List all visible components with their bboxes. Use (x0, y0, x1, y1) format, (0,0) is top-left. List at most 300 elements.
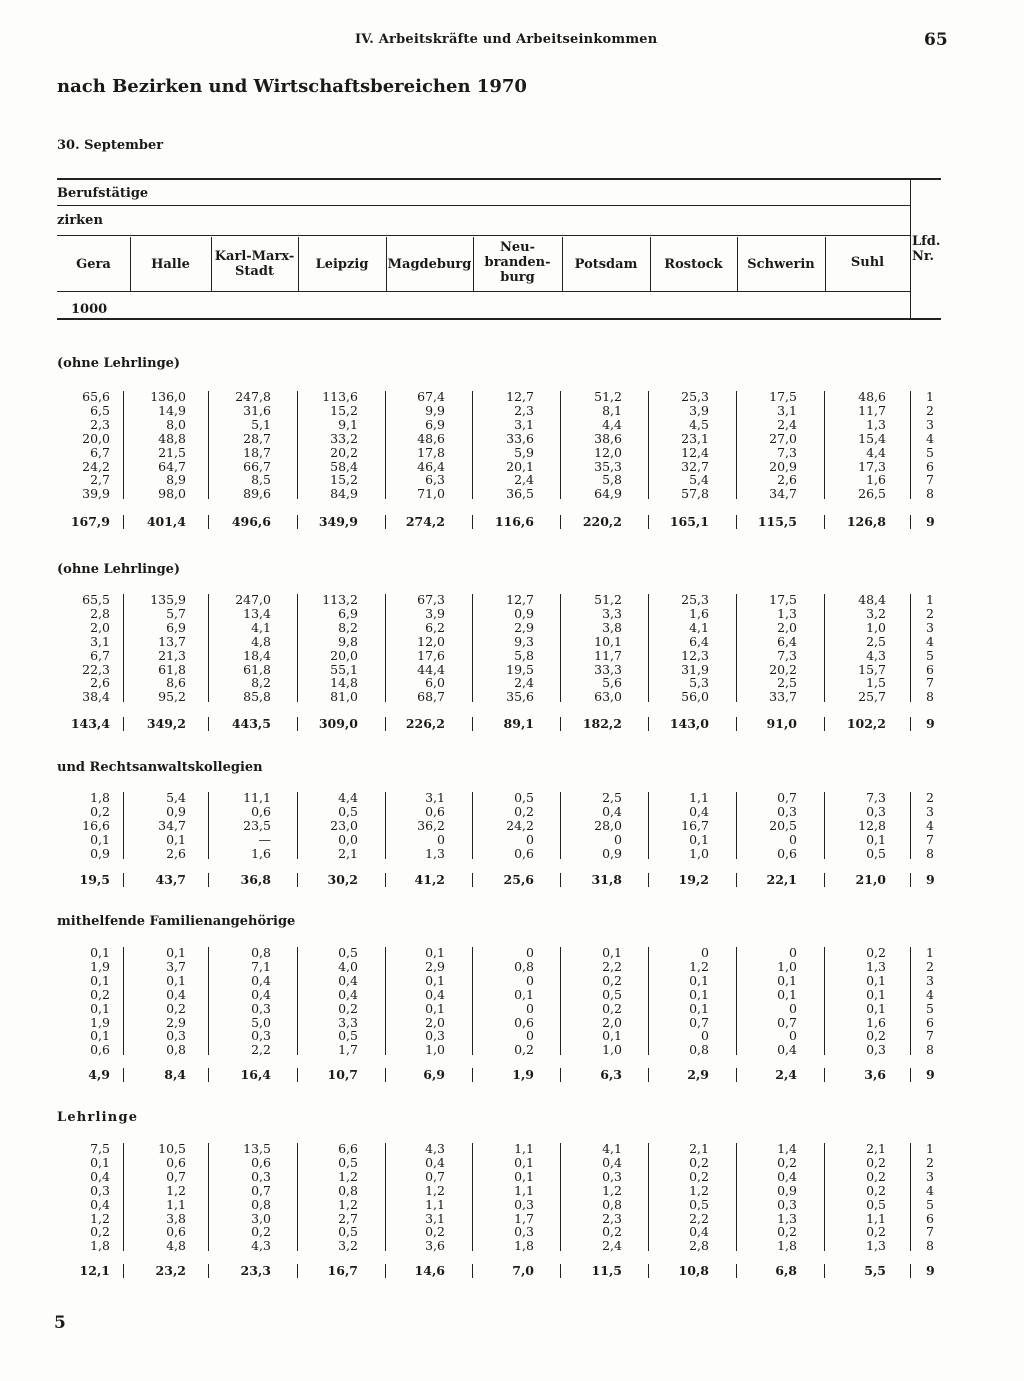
table-cell: 0,9 (514, 605, 534, 621)
table-cell: 1,1 (166, 1196, 186, 1212)
table-cell: 8,0 (166, 416, 186, 432)
table-cell: 6,7 (90, 647, 110, 663)
table-cell: 51,2 (594, 592, 622, 607)
table-cell: 15,2 (330, 472, 358, 488)
total-cell: 30,2 (327, 872, 358, 887)
total-cell: 126,8 (846, 514, 886, 529)
column-separator (560, 947, 561, 1055)
total-cell: 23,3 (240, 1263, 271, 1278)
table-cell: 1,8 (90, 790, 110, 805)
column-separator (560, 792, 561, 859)
table-cell: 247,0 (235, 592, 271, 607)
row-number: 4 (926, 1182, 934, 1198)
table-cell: 0,6 (166, 1154, 186, 1170)
column-separator (910, 792, 911, 859)
column-separator (208, 1264, 209, 1278)
row-number: 5 (926, 1000, 934, 1016)
table-cell: 1,0 (689, 845, 709, 861)
table-cell: 7,1 (251, 958, 271, 974)
table-cell: 13,5 (243, 1141, 271, 1156)
table-cell: 2,6 (166, 845, 186, 861)
table-cell: 34,7 (769, 486, 797, 502)
table-cell: 3,8 (602, 619, 622, 635)
row-number: 2 (926, 1154, 934, 1170)
table-cell: 6,4 (689, 633, 709, 649)
row-number: 8 (926, 486, 934, 502)
table-cell: 4,4 (338, 790, 358, 805)
table-cell: 10,1 (594, 633, 622, 649)
row-number: 2 (926, 402, 934, 418)
total-cell: 10,7 (327, 1067, 358, 1082)
table-cell: 0,3 (866, 1042, 886, 1058)
column-separator (123, 391, 124, 499)
column-separator (910, 1068, 911, 1082)
column-separator (910, 594, 911, 702)
table-cell: 0,5 (602, 986, 622, 1002)
table-cell: 1,2 (338, 1196, 358, 1212)
table-cell: 0 (789, 945, 797, 960)
table-cell: 0,5 (338, 945, 358, 960)
table-cell: 0,5 (866, 1196, 886, 1212)
table-cell: 84,9 (330, 486, 358, 502)
table-cell: 95,2 (158, 689, 186, 705)
table-cell: 0,4 (425, 986, 445, 1002)
table-cell: 2,1 (338, 845, 358, 861)
table-cell: 0,2 (90, 1224, 110, 1240)
table-cell: 46,4 (417, 458, 445, 474)
row-number: 8 (926, 845, 934, 861)
table-cell: 1,2 (689, 1182, 709, 1198)
section-title: mithelfende Familienangehörige (57, 914, 296, 929)
column-separator (910, 391, 911, 499)
table-cell: 0,1 (90, 1154, 110, 1170)
header-group-rule (57, 205, 910, 206)
column-separator (385, 947, 386, 1055)
table-cell: 20,1 (506, 458, 534, 474)
table-cell: 4,5 (689, 416, 709, 432)
column-separator (123, 594, 124, 702)
column-separator (385, 391, 386, 499)
row-number: 2 (926, 605, 934, 621)
column-separator (736, 515, 737, 529)
table-cell: 38,4 (82, 689, 110, 705)
table-cell: 0,3 (866, 803, 886, 819)
table-cell: 15,2 (330, 402, 358, 418)
column-separator (560, 1264, 561, 1278)
table-cell: 4,4 (602, 416, 622, 432)
column-header-divider (650, 237, 651, 292)
table-cell: 20,2 (769, 661, 797, 677)
table-cell: 0,1 (866, 986, 886, 1002)
table-cell: 0,4 (689, 803, 709, 819)
column-separator (736, 717, 737, 731)
table-cell: 1,9 (90, 958, 110, 974)
table-cell: 1,2 (602, 1182, 622, 1198)
table-cell: 20,0 (82, 430, 110, 446)
table-cell: 5,9 (514, 444, 534, 460)
table-cell: 3,2 (866, 605, 886, 621)
table-cell: 0,1 (514, 1168, 534, 1184)
table-cell: 6,2 (425, 619, 445, 635)
column-separator (824, 1068, 825, 1082)
column-separator (824, 717, 825, 731)
table-cell: 8,5 (251, 472, 271, 488)
table-cell: 0,2 (425, 1224, 445, 1240)
table-cell: 2,3 (90, 416, 110, 432)
table-cell: 1,3 (425, 845, 445, 861)
table-cell: 3,0 (251, 1210, 271, 1226)
table-cell: 0,2 (602, 1000, 622, 1016)
column-separator (472, 594, 473, 702)
column-separator (824, 515, 825, 529)
table-cell: 8,2 (338, 619, 358, 635)
table-cell: 4,3 (425, 1141, 445, 1156)
table-cell: 0,5 (689, 1196, 709, 1212)
column-separator (385, 594, 386, 702)
total-cell: 12,1 (79, 1263, 110, 1278)
table-cell: 5,3 (689, 675, 709, 691)
table-cell: 44,4 (417, 661, 445, 677)
table-cell: 0,1 (90, 972, 110, 988)
table-cell: 2,4 (514, 472, 534, 488)
table-cell: 81,0 (330, 689, 358, 705)
table-cell: 3,1 (90, 633, 110, 649)
table-cell: 1,1 (514, 1141, 534, 1156)
column-separator (208, 515, 209, 529)
row-number: 3 (926, 416, 934, 432)
table-cell: 0,2 (689, 1168, 709, 1184)
table-cell: 1,8 (90, 1238, 110, 1254)
table-cell: 61,8 (158, 661, 186, 677)
row-number: 6 (926, 1014, 934, 1030)
table-cell: 1,9 (90, 1014, 110, 1030)
table-cell: 0,2 (602, 972, 622, 988)
table-cell: 1,6 (866, 1014, 886, 1030)
table-cell: 0,8 (251, 945, 271, 960)
column-separator (736, 792, 737, 859)
column-separator (123, 1264, 124, 1278)
table-cell: 17,8 (417, 444, 445, 460)
table-cell: 0 (701, 945, 709, 960)
table-cell: 33,3 (594, 661, 622, 677)
table-cell: 20,5 (769, 817, 797, 833)
table-cell: 0,4 (90, 1168, 110, 1184)
header-bottom-rule (57, 318, 941, 320)
table-cell: 57,8 (681, 486, 709, 502)
row-number: 2 (926, 790, 934, 805)
table-cell: 36,2 (417, 817, 445, 833)
column-separator (824, 792, 825, 859)
total-cell: 1,9 (512, 1067, 534, 1082)
table-cell: 0,1 (90, 1028, 110, 1044)
table-cell: 11,1 (243, 790, 271, 805)
column-separator (297, 792, 298, 859)
table-cell: 71,0 (417, 486, 445, 502)
row-number: 9 (926, 716, 935, 731)
table-cell: 4,1 (251, 619, 271, 635)
total-cell: 2,4 (775, 1067, 797, 1082)
table-cell: 0,1 (425, 1000, 445, 1016)
table-cell: 2,2 (602, 958, 622, 974)
table-cell: 7,3 (777, 647, 797, 663)
table-cell: 9,1 (338, 416, 358, 432)
column-header-divider (737, 237, 738, 292)
table-cell: 5,1 (251, 416, 271, 432)
table-cell: 2,9 (166, 1014, 186, 1030)
total-cell: 443,5 (231, 716, 271, 731)
table-cell: 6,9 (338, 605, 358, 621)
column-separator (123, 792, 124, 859)
table-cell: 1,7 (338, 1042, 358, 1058)
row-number: 9 (926, 1067, 935, 1082)
table-cell: 0,4 (251, 972, 271, 988)
table-cell: 2,4 (514, 675, 534, 691)
table-cell: 33,2 (330, 430, 358, 446)
total-cell: 349,2 (146, 716, 186, 731)
table-cell: 3,3 (338, 1014, 358, 1030)
table-cell: 1,3 (866, 416, 886, 432)
table-cell: 0,1 (866, 831, 886, 847)
table-cell: 0,2 (514, 1042, 534, 1058)
table-cell: 39,9 (82, 486, 110, 502)
table-cell: 0,7 (777, 790, 797, 805)
table-cell: 23,0 (330, 817, 358, 833)
total-cell: 143,4 (70, 716, 110, 731)
column-separator (560, 717, 561, 731)
column-separator (472, 515, 473, 529)
column-header-divider (473, 237, 474, 292)
table-cell: 0,5 (338, 803, 358, 819)
column-separator (560, 1143, 561, 1251)
table-cell: 0 (526, 972, 534, 988)
table-cell: 0,4 (338, 986, 358, 1002)
table-cell: 0,1 (689, 972, 709, 988)
table-cell: 48,6 (417, 430, 445, 446)
column-separator (910, 717, 911, 731)
column-header-magdeburg: Magdeburg (387, 257, 472, 272)
table-cell: 0,1 (425, 972, 445, 988)
table-cell: 11,7 (858, 402, 886, 418)
table-cell: 1,7 (514, 1210, 534, 1226)
table-cell: 2,1 (689, 1141, 709, 1156)
total-cell: 226,2 (405, 716, 445, 731)
column-separator (297, 391, 298, 499)
row-number: 4 (926, 430, 934, 446)
table-cell: 4,3 (866, 647, 886, 663)
table-cell: 14,8 (330, 675, 358, 691)
table-cell: 67,3 (417, 592, 445, 607)
table-cell: 1,2 (689, 958, 709, 974)
table-cell: 0,4 (338, 972, 358, 988)
table-cell: 0,1 (90, 945, 110, 960)
column-separator (648, 1068, 649, 1082)
row-number: 8 (926, 689, 934, 705)
table-cell: 61,8 (243, 661, 271, 677)
table-cell: 0,9 (602, 845, 622, 861)
table-cell: 0,1 (777, 972, 797, 988)
table-cell: 8,2 (251, 675, 271, 691)
column-separator (648, 1143, 649, 1251)
row-number: 3 (926, 619, 934, 635)
table-cell: 0,8 (166, 1042, 186, 1058)
column-separator (824, 1264, 825, 1278)
column-separator (910, 1143, 911, 1251)
table-cell: 0,3 (425, 1028, 445, 1044)
table-cell: 5,8 (514, 647, 534, 663)
table-cell: 136,0 (150, 389, 186, 404)
table-cell: 2,0 (425, 1014, 445, 1030)
row-number: 9 (926, 872, 935, 887)
column-separator (385, 1068, 386, 1082)
table-cell: 0,2 (866, 1154, 886, 1170)
table-cell: 0,7 (166, 1168, 186, 1184)
column-header-divider (211, 237, 212, 292)
table-cell: 0,1 (166, 945, 186, 960)
table-cell: 6,6 (338, 1141, 358, 1156)
column-separator (208, 391, 209, 499)
table-cell: 0,2 (866, 1028, 886, 1044)
table-cell: 56,0 (681, 689, 709, 705)
table-cell: 64,9 (594, 486, 622, 502)
table-cell: 0,2 (777, 1224, 797, 1240)
column-separator (123, 515, 124, 529)
table-cell: 0,1 (166, 831, 186, 847)
table-cell: 0,8 (251, 1196, 271, 1212)
table-cell: 2,9 (514, 619, 534, 635)
table-cell: 0,6 (425, 803, 445, 819)
column-separator (123, 1068, 124, 1082)
table-cell: 2,0 (602, 1014, 622, 1030)
table-cell: 10,5 (158, 1141, 186, 1156)
table-cell: 31,9 (681, 661, 709, 677)
total-cell: 21,0 (855, 872, 886, 887)
table-cell: 22,3 (82, 661, 110, 677)
column-header-rostock: Rostock (664, 257, 723, 272)
table-cell: 27,0 (769, 430, 797, 446)
column-header-divider (825, 237, 826, 292)
table-cell: 5,0 (251, 1014, 271, 1030)
table-cell: 0,4 (602, 803, 622, 819)
table-cell: 1,3 (777, 1210, 797, 1226)
column-separator (297, 515, 298, 529)
table-cell: 2,2 (689, 1210, 709, 1226)
column-separator (297, 594, 298, 702)
table-cell: 26,5 (858, 486, 886, 502)
table-cell: 2,5 (866, 633, 886, 649)
table-cell: 2,4 (777, 416, 797, 432)
table-cell: 55,1 (330, 661, 358, 677)
table-cell: 33,6 (506, 430, 534, 446)
table-cell: 1,2 (90, 1210, 110, 1226)
table-cell: 8,1 (602, 402, 622, 418)
column-header-divider (130, 237, 131, 292)
table-cell: 12,4 (681, 444, 709, 460)
table-cell: 1,1 (689, 790, 709, 805)
total-cell: 349,9 (318, 514, 358, 529)
column-header-karl-marx-stadt: Karl-Marx- Stadt (214, 249, 295, 279)
table-cell: 48,6 (858, 389, 886, 404)
table-cell: 0,6 (251, 803, 271, 819)
table-cell: 24,2 (82, 458, 110, 474)
table-cell: 1,5 (866, 675, 886, 691)
table-cell: 0,1 (866, 1000, 886, 1016)
column-separator (385, 1264, 386, 1278)
total-cell: 6,3 (600, 1067, 622, 1082)
total-cell: 22,1 (766, 872, 797, 887)
table-cell: 0,1 (602, 1028, 622, 1044)
table-cell: 8,9 (166, 472, 186, 488)
total-cell: 116,6 (494, 514, 534, 529)
column-separator (208, 947, 209, 1055)
column-separator (560, 1068, 561, 1082)
column-header-schwerin: Schwerin (747, 257, 815, 272)
column-separator (208, 717, 209, 731)
table-cell: 9,9 (425, 402, 445, 418)
section-title: (ohne Lehrlinge) (57, 356, 181, 371)
table-cell: 0,4 (90, 1196, 110, 1212)
table-cell: 1,1 (514, 1182, 534, 1198)
table-cell: 3,1 (425, 1210, 445, 1226)
total-cell: 11,5 (591, 1263, 622, 1278)
section-title: Lehrlinge (57, 1110, 139, 1125)
column-header-leipzig: Leipzig (315, 257, 369, 272)
table-cell: 0,4 (602, 1154, 622, 1170)
table-cell: 0,8 (514, 958, 534, 974)
column-separator (648, 947, 649, 1055)
table-cell: 0 (526, 831, 534, 847)
total-cell: 2,9 (687, 1067, 709, 1082)
column-separator (910, 1264, 911, 1278)
table-cell: 0,1 (689, 1000, 709, 1016)
table-cell: 0,4 (777, 1042, 797, 1058)
table-cell: 1,6 (689, 605, 709, 621)
table-cell: 0,3 (514, 1224, 534, 1240)
table-cell: 6,9 (166, 619, 186, 635)
column-header-neu-branden-burg: Neu- branden- burg (484, 240, 551, 285)
table-cell: 1,3 (866, 958, 886, 974)
table-cell: 0,2 (338, 1000, 358, 1016)
table-cell: 51,2 (594, 389, 622, 404)
table-cell: 0,2 (90, 986, 110, 1002)
table-cell: 0,6 (777, 845, 797, 861)
table-cell: 4,1 (602, 1141, 622, 1156)
table-cell: 12,7 (506, 389, 534, 404)
total-cell: 19,2 (678, 872, 709, 887)
total-cell: 309,0 (318, 716, 358, 731)
table-cell: 0,8 (689, 1042, 709, 1058)
table-cell: 0,1 (166, 972, 186, 988)
table-cell: 89,6 (243, 486, 271, 502)
row-number: 9 (926, 1263, 935, 1278)
page-number: 65 (924, 30, 948, 50)
column-separator (472, 792, 473, 859)
table-cell: 0,3 (90, 1182, 110, 1198)
table-cell: 1,1 (425, 1196, 445, 1212)
row-number: 1 (926, 1141, 934, 1156)
table-cell: 0,2 (689, 1154, 709, 1170)
row-number: 1 (926, 945, 934, 960)
table-cell: 0,2 (251, 1224, 271, 1240)
total-cell: 36,8 (240, 872, 271, 887)
column-separator (736, 873, 737, 887)
table-cell: 65,5 (82, 592, 110, 607)
table-cell: 0,2 (866, 945, 886, 960)
table-cell: 66,7 (243, 458, 271, 474)
total-cell: 7,0 (512, 1263, 534, 1278)
total-cell: 23,2 (155, 1263, 186, 1278)
column-header-divider (298, 237, 299, 292)
header-top-rule (57, 178, 941, 180)
